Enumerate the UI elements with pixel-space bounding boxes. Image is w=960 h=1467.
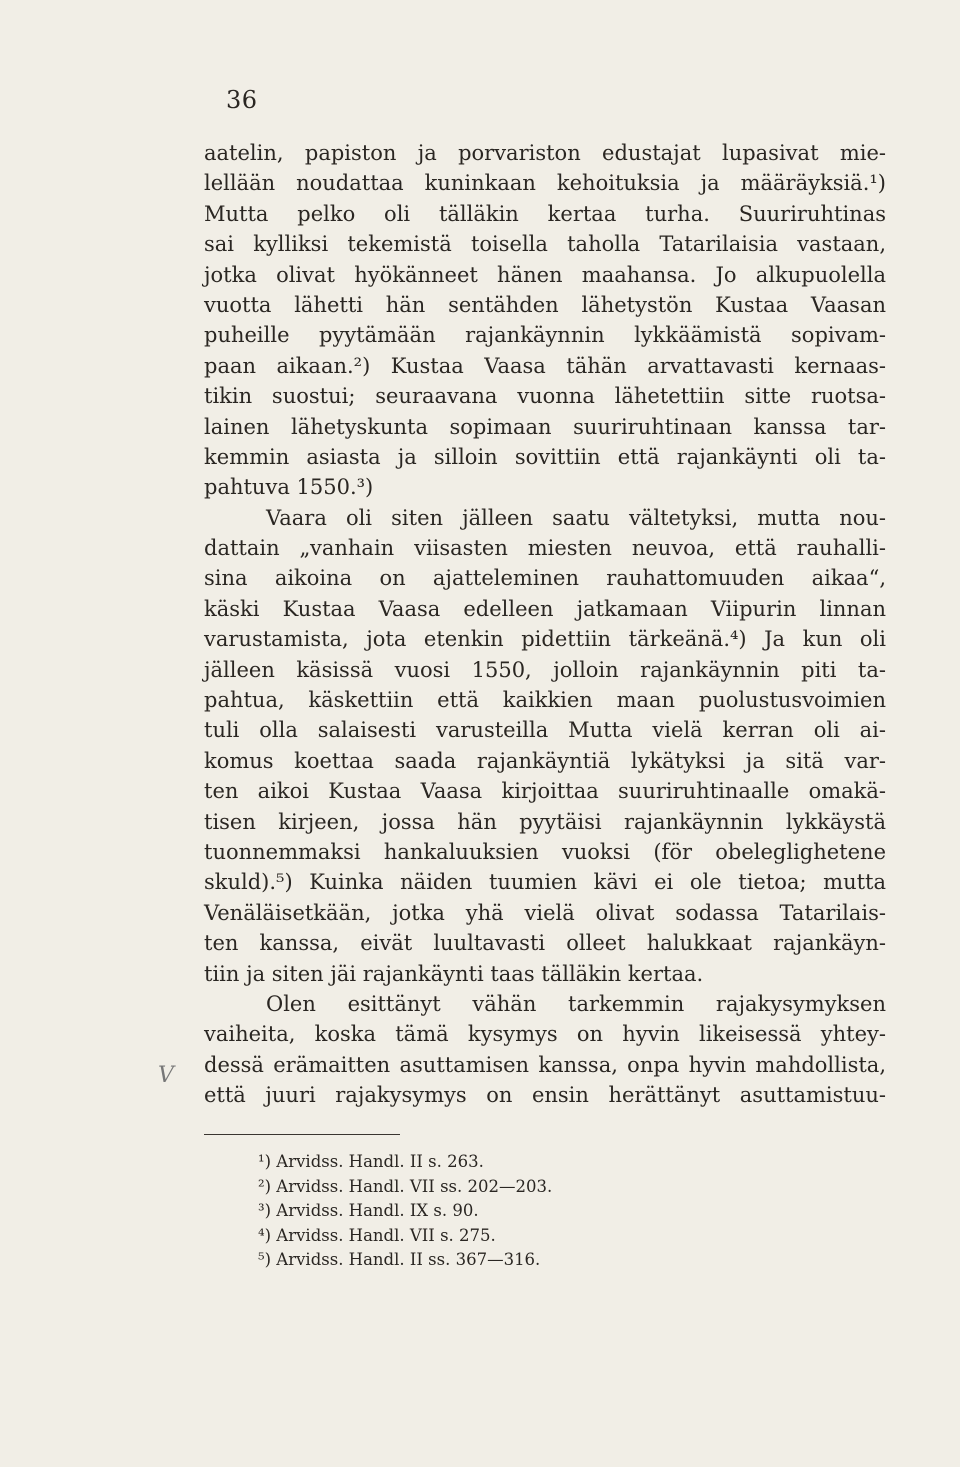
text-line: dessä erämaitten asuttamisen kanssa, onpa hyvin mahdollista, [204, 1052, 886, 1077]
text-line: jälleen käsissä vuosi 1550, jolloin rajankäynnin piti ta- [204, 657, 886, 682]
footnote: ⁵) Arvidss. Handl. II ss. 367—316. [258, 1250, 541, 1269]
text-line: varustamista, jota etenkin pidettiin tärkeänä.⁴) Ja kun oli [204, 627, 886, 652]
text-line: Vaara oli siten jälleen saatu vältetyksi, mutta nou- [266, 505, 886, 530]
text-line: ten kanssa, eivät luultavasti olleet halukkaat rajankäyn- [204, 931, 886, 956]
text-line: pahtuva 1550.³) [204, 475, 374, 500]
body-text [204, 138, 886, 1111]
text-line: jotka olivat hyökänneet hänen maahansa. Jo alkupuolella [204, 262, 886, 287]
text-line: vuotta lähetti hän sentähden lähetystön Kustaa Vaasan [204, 292, 886, 317]
text-line: dattain „vanhain viisasten miesten neuvoa, että rauhalli- [204, 536, 886, 561]
text-line: kemmin asiasta ja silloin sovittiin että rajankäynti oli ta- [204, 444, 886, 469]
text-line: tuonnemmaksi hankaluuksien vuoksi (för obeleglighetene [204, 839, 886, 864]
footnote: ³) Arvidss. Handl. IX s. 90. [258, 1201, 479, 1220]
text-line: paan aikaan.²) Kustaa Vaasa tähän arvattavasti kernaas- [204, 353, 886, 378]
text-line: vaiheita, koska tämä kysymys on hyvin likeisessä yhtey- [204, 1022, 886, 1047]
text-line: lainen lähetyskunta sopimaan suuriruhtinaan kanssa tar- [204, 414, 886, 439]
text-line: käski Kustaa Vaasa edelleen jatkamaan Viipurin linnan [204, 596, 886, 621]
text-line: tuli olla salaisesti varusteilla Mutta vielä kerran oli ai- [204, 718, 886, 743]
page-number: 36 [226, 86, 258, 114]
text-line: ten aikoi Kustaa Vaasa kirjoittaa suuriruhtinaalle omakä- [204, 779, 886, 804]
text-line: Mutta pelko oli tälläkin kertaa turha. Suuriruhtinas [204, 201, 886, 226]
text-line: komus koettaa saada rajankäyntiä lykätyksi ja sitä var- [204, 748, 886, 773]
text-line: Venäläisetkään, jotka yhä vielä olivat sodassa Tatarilais- [204, 900, 886, 925]
margin-annotation: V [158, 1063, 174, 1088]
footnotes [258, 1150, 738, 1273]
text-line: Olen esittänyt vähän tarkemmin rajakysymyksen [266, 991, 886, 1016]
text-line: puheille pyytämään rajankäynnin lykkäämistä sopivam- [204, 323, 886, 348]
text-line: että juuri rajakysymys on ensin herättänyt asuttamistuu- [204, 1083, 886, 1108]
text-line: tisen kirjeen, jossa hän pyytäisi rajankäynnin lykkäystä [204, 809, 886, 834]
text-line: pahtua, käskettiin että kaikkien maan puolustusvoimien [204, 688, 886, 713]
text-line: lellään noudattaa kuninkaan kehoituksia ja määräyksiä.¹) [204, 171, 886, 196]
text-line: tiin ja siten jäi rajankäynti taas tälläkin kertaa. [204, 961, 704, 986]
footnote: ²) Arvidss. Handl. VII ss. 202—203. [258, 1176, 553, 1196]
text-line: sina aikoina on ajatteleminen rauhattomuuden aikaa“, [204, 566, 886, 591]
footnote-divider [204, 1134, 400, 1135]
footnote: ⁴) Arvidss. Handl. VII s. 275. [258, 1225, 496, 1245]
text-line: tikin suostui; seuraavana vuonna lähetettiin sitte ruotsa- [204, 384, 886, 409]
text-line: sai kylliksi tekemistä toisella taholla Tatarilaisia vastaan, [204, 232, 886, 257]
text-line: aatelin, papiston ja porvariston edustajat lupasivat mie- [204, 141, 886, 165]
text-line: skuld).⁵) Kuinka näiden tuumien kävi ei ole tietoa; mutta [204, 870, 886, 895]
footnote: ¹) Arvidss. Handl. II s. 263. [258, 1152, 484, 1171]
